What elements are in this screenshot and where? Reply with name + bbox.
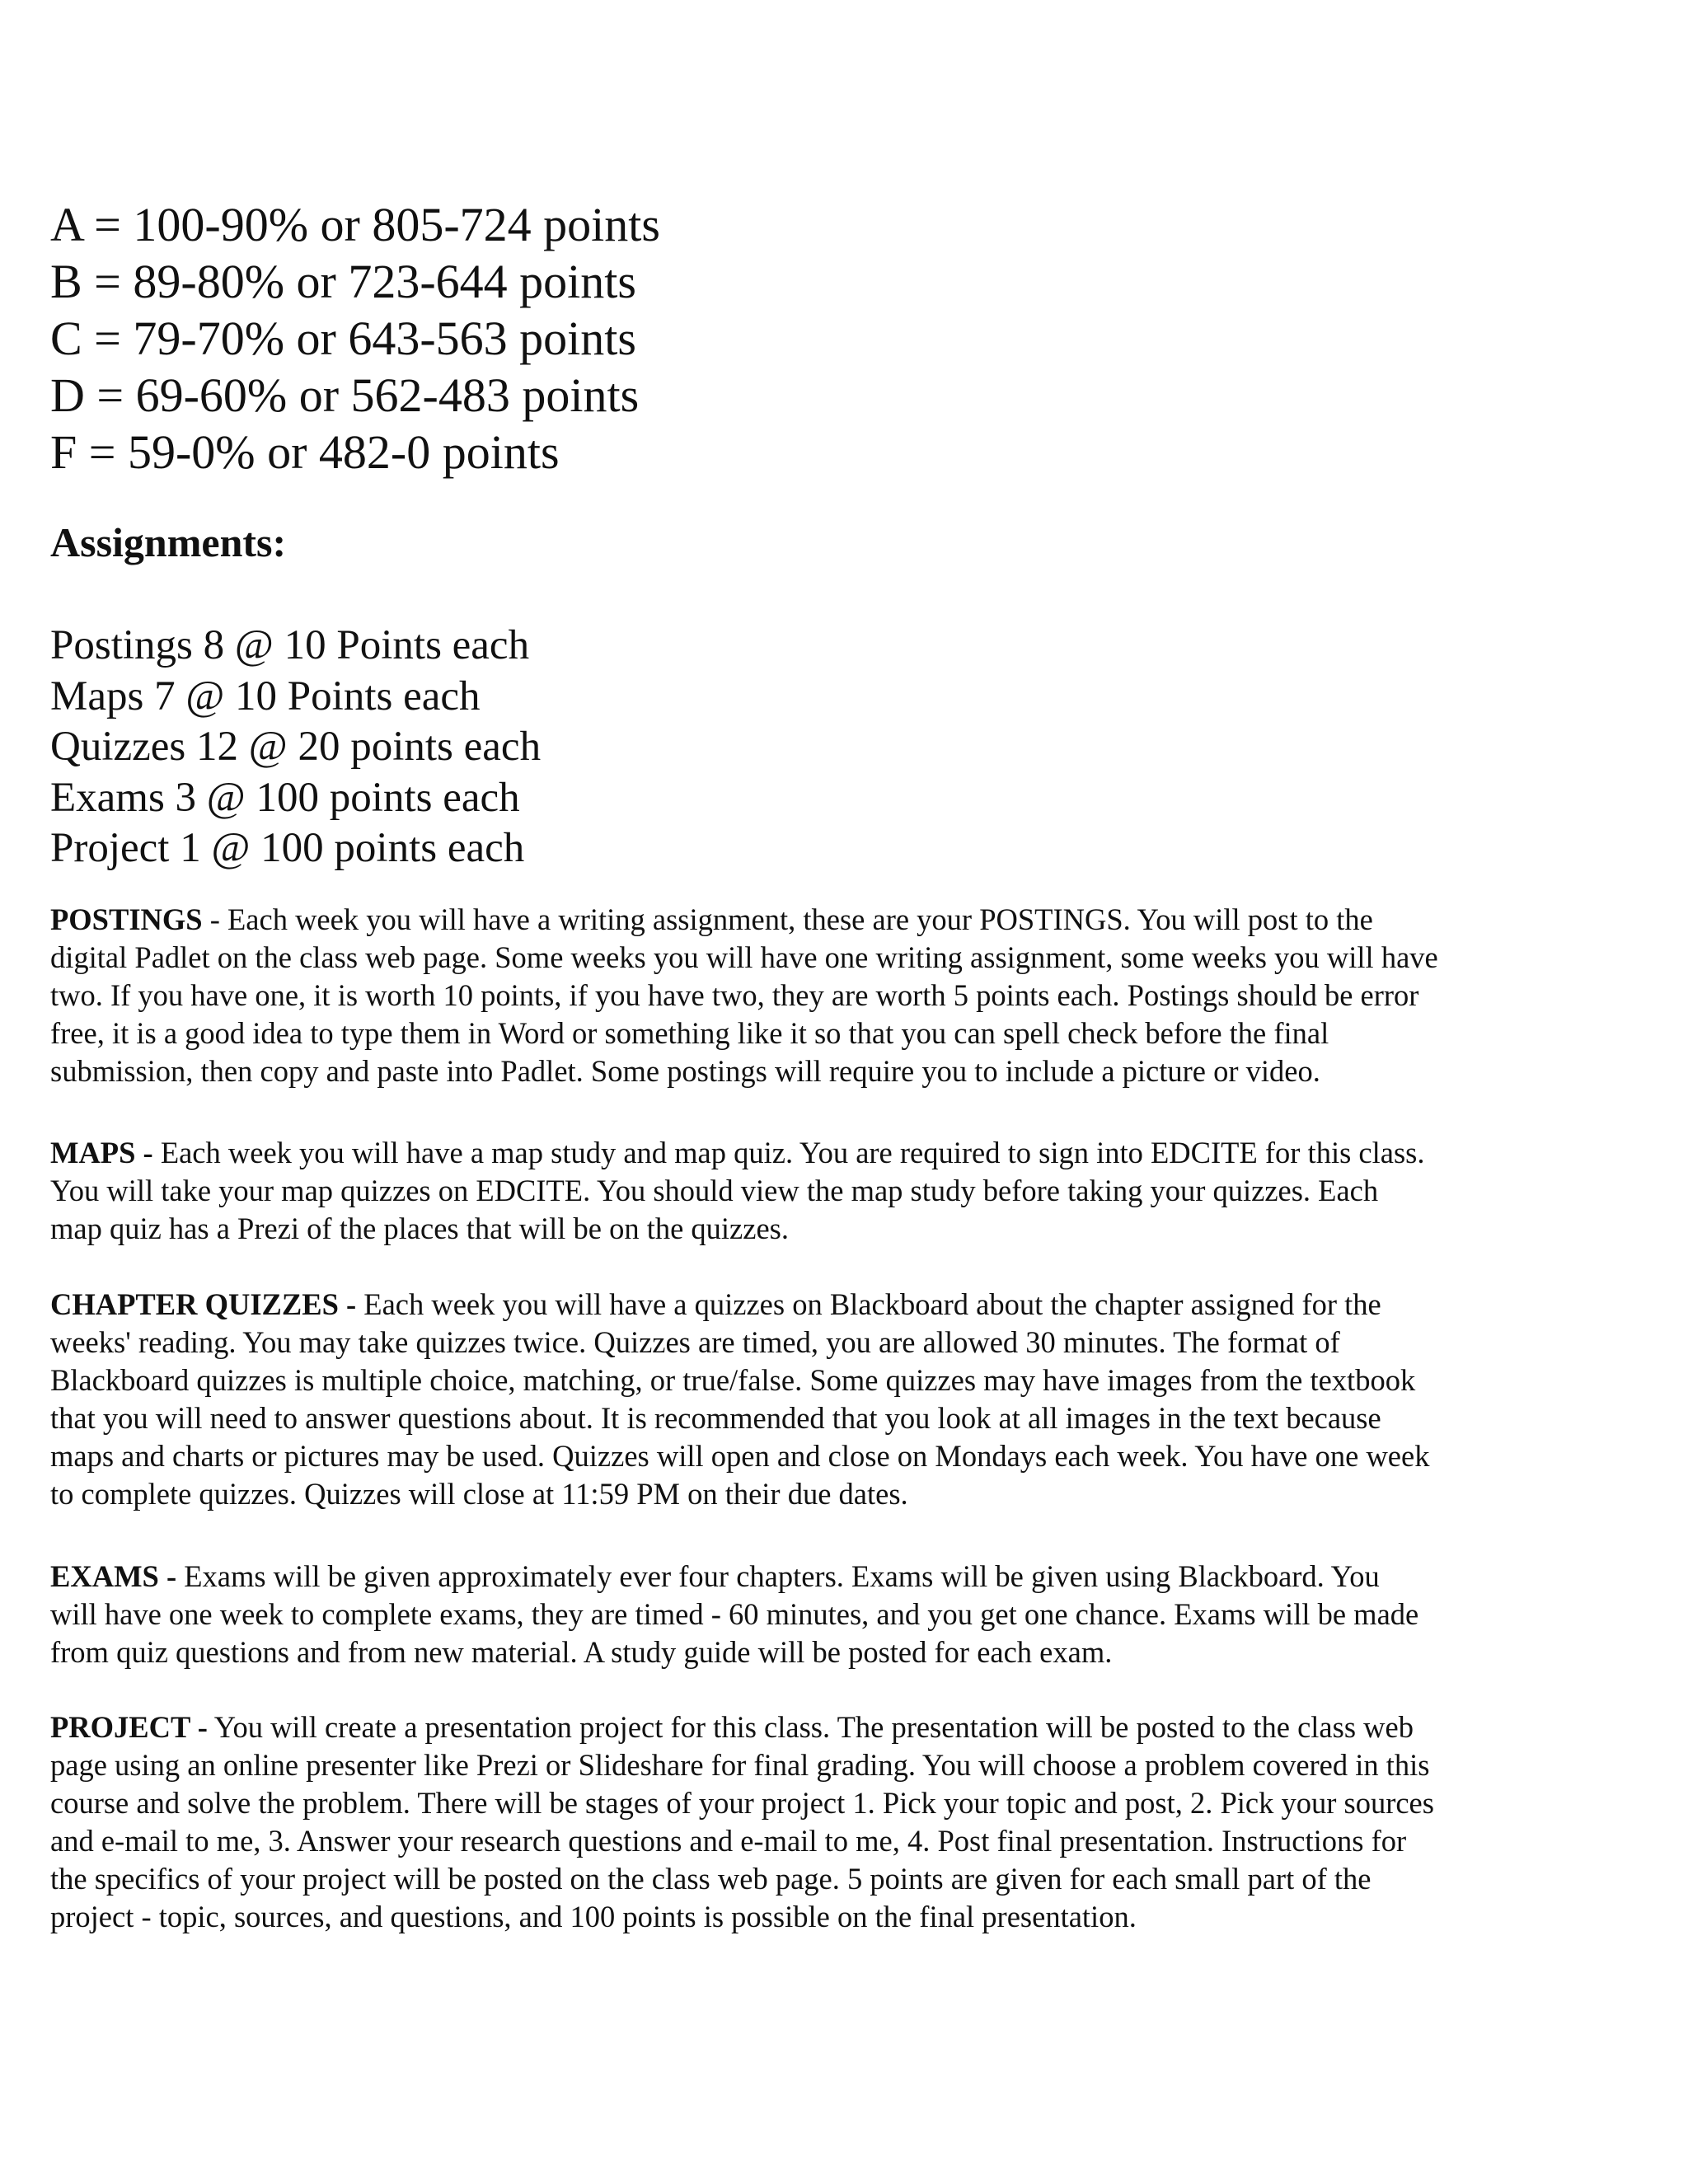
postings-line-2: digital Padlet on the class web page. Some weeks you will have one writing assignment, some weeks you will have — [50, 940, 1438, 974]
postings-line-1 — [50, 901, 1600, 939]
assignments-heading: Assignments: — [50, 519, 287, 565]
grade-f: F = 59-0% or 482-0 points — [50, 425, 560, 479]
postings-line-4: free, it is a good idea to type them in Word or something like it so that you can spell check before the final — [50, 1016, 1329, 1050]
postings-section — [50, 901, 1600, 1090]
assignment-project: Project 1 @ 100 points each — [50, 825, 525, 871]
assignment-postings: Postings 8 @ 10 Points each — [50, 622, 530, 668]
assignments-list — [50, 621, 541, 874]
postings-line-3: two. If you have one, it is worth 10 points, if you have two, they are worth 5 points each. Postings should be error — [50, 978, 1419, 1012]
postings-line-5: submission, then copy and paste into Padlet. Some postings will require you to include a picture or video. — [50, 1054, 1320, 1088]
maps-text: Each week you will have a map study and map quiz. You are required to sign into EDCITE for this class. — [152, 1136, 1425, 1169]
postings-text: - Each week you will have a writing assignment, these are your POSTINGS. You will post to the — [202, 902, 1373, 936]
assignment-maps: Maps 7 @ 10 Points each — [50, 673, 481, 719]
quizzes-line-5: maps and charts or pictures may be used. Quizzes will open and close on Mondays each week. You have one week — [50, 1439, 1430, 1473]
quizzes-line-2: weeks' reading. You may take quizzes twice. Quizzes are timed, you are allowed 30 minutes. The format of — [50, 1325, 1340, 1359]
exams-label: EXAMS - — [50, 1559, 177, 1593]
maps-line-2: You will take your map quizzes on EDCITE. You should view the map study before taking your quizzes. Each — [50, 1174, 1379, 1207]
grade-scale — [50, 196, 660, 480]
project-label: PROJECT - — [50, 1710, 208, 1744]
quizzes-label: CHAPTER QUIZZES - — [50, 1287, 357, 1321]
project-line-2: page using an online presenter like Prezi or Slideshare for final grading. You will choose a problem covered in this — [50, 1748, 1430, 1782]
quizzes-line-6: to complete quizzes. Quizzes will close at 11:59 PM on their due dates. — [50, 1477, 908, 1511]
exams-section — [50, 1558, 1600, 1671]
grade-d: D = 69-60% or 562-483 points — [50, 368, 640, 422]
quizzes-line-4: that you will need to answer questions about. It is recommended that you look at all images in the text because — [50, 1401, 1381, 1435]
exams-text: Exams will be given approximately ever four chapters. Exams will be given using Blackboard. You — [176, 1559, 1380, 1593]
postings-label: POSTINGS — [50, 902, 203, 936]
quizzes-line-1 — [50, 1286, 1600, 1324]
grade-a: A = 100-90% or 805-724 points — [50, 198, 660, 251]
project-line-1 — [50, 1708, 1600, 1746]
project-line-6: project - topic, sources, and questions, and 100 points is possible on the final presentation. — [50, 1900, 1137, 1933]
quizzes-text: Each week you will have a quizzes on Blackboard about the chapter assigned for the — [356, 1287, 1381, 1321]
exams-line-3: from quiz questions and from new material. A study guide will be posted for each exam. — [50, 1635, 1113, 1669]
maps-line-3: map quiz has a Prezi of the places that will be on the quizzes. — [50, 1212, 789, 1245]
maps-label: MAPS - — [50, 1136, 153, 1169]
project-text: You will create a presentation project for this class. The presentation will be posted to the class web — [207, 1710, 1414, 1744]
project-line-4: and e-mail to me, 3. Answer your research questions and e-mail to me, 4. Post final presentation. Instructions for — [50, 1824, 1407, 1858]
assignment-exams: Exams 3 @ 100 points each — [50, 774, 520, 821]
chapter-quizzes-section — [50, 1286, 1600, 1513]
exams-line-2: will have one week to complete exams, they are timed - 60 minutes, and you get one chance. Exams will be made — [50, 1597, 1419, 1631]
assignment-quizzes: Quizzes 12 @ 20 points each — [50, 724, 542, 770]
grade-c: C = 79-70% or 643-563 points — [50, 312, 636, 365]
exams-line-1 — [50, 1558, 1600, 1596]
quizzes-line-3: Blackboard quizzes is multiple choice, matching, or true/false. Some quizzes may have images from the textbook — [50, 1363, 1416, 1397]
maps-line-1 — [50, 1134, 1600, 1172]
maps-section — [50, 1134, 1600, 1248]
project-section — [50, 1708, 1600, 1936]
project-line-3: course and solve the problem. There will be stages of your project 1. Pick your topic and post, 2. Pick your sources — [50, 1786, 1434, 1820]
grade-b: B = 89-80% or 723-644 points — [50, 255, 636, 308]
project-line-5: the specifics of your project will be posted on the class web page. 5 points are given for each small part of the — [50, 1862, 1372, 1896]
